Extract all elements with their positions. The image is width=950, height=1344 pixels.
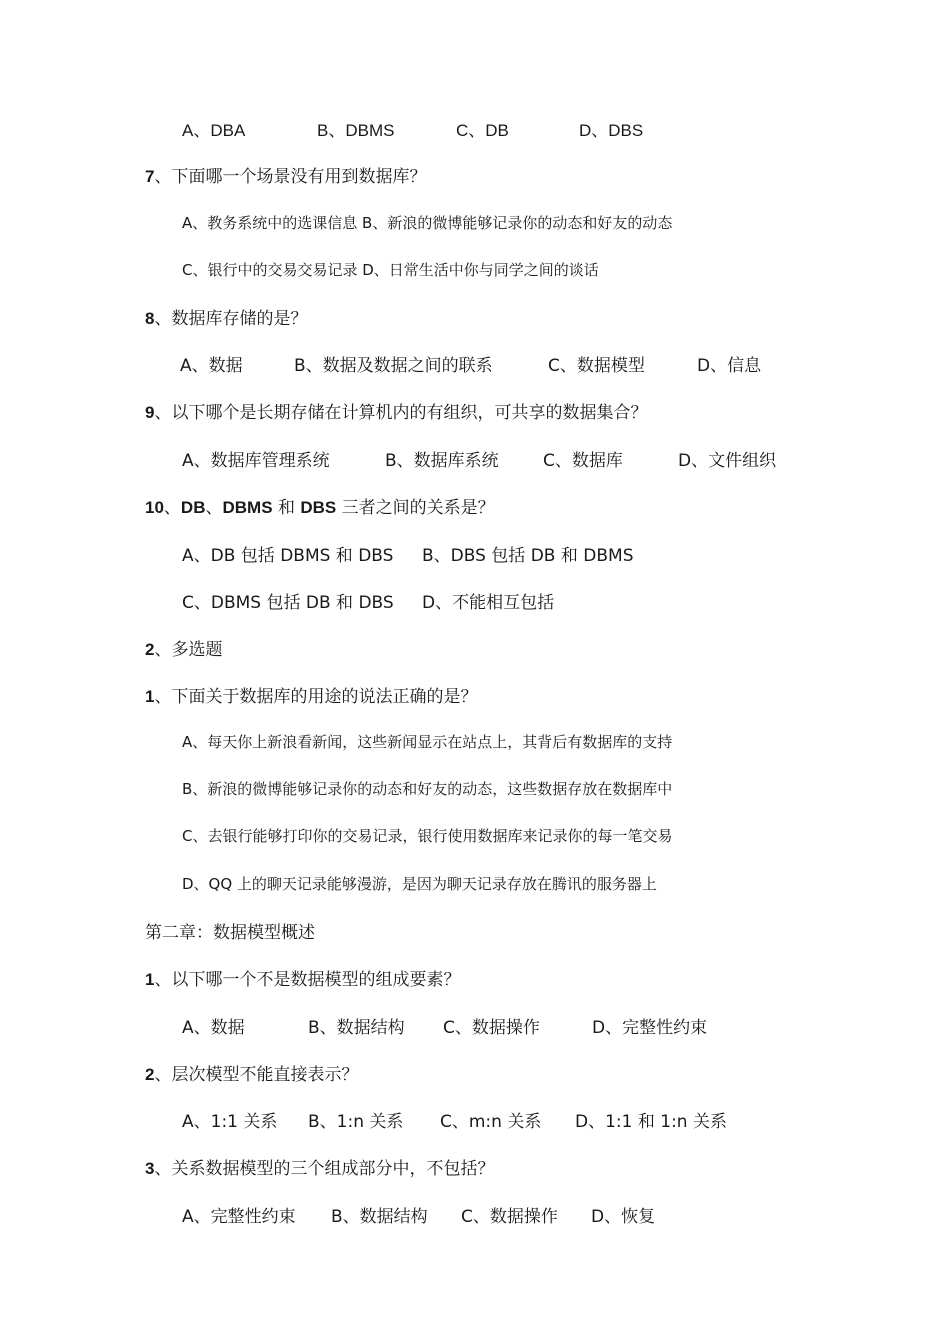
question-text-rest: 三者之间的关系是？ (336, 498, 495, 518)
q6-option-d: D、DBS (579, 121, 644, 140)
question-9 (145, 398, 647, 423)
section-title: 、多选题 (154, 640, 223, 660)
question-text-and: 和 (272, 498, 301, 518)
m1-option-d: D、QQ 上的聊天记录能够漫游，是因为聊天记录存放在腾讯的服务器上 (182, 875, 657, 893)
chapter2-question-3 (145, 1154, 494, 1179)
c3-option-a: A、完整性约束 (182, 1207, 296, 1227)
q10-option-b: B、DBS 包括 DB 和 DBMS (422, 546, 634, 566)
multi-question-1 (145, 682, 477, 707)
q8-option-b: B、数据及数据之间的联系 (294, 356, 493, 376)
c3-option-d: D、恢复 (591, 1207, 656, 1227)
term-dbms: DBMS (222, 498, 273, 517)
q9-option-b: B、数据库系统 (385, 451, 499, 471)
c2-option-a: A、1:1 关系 (182, 1112, 278, 1132)
question-text: 、以下哪一个不是数据模型的组成要素？ (154, 970, 461, 990)
question-number: 3 (145, 1159, 155, 1178)
c3-option-b: B、数据结构 (331, 1207, 428, 1227)
question-number: 8 (145, 309, 155, 328)
q6-option-a: A、DBA (182, 121, 246, 140)
c3-option-c: C、数据操作 (461, 1207, 558, 1227)
question-number: 1 (145, 970, 155, 989)
section-number: 2 (145, 640, 155, 659)
q7-options-line-2: C、银行中的交易交易记录 D、日常生活中你与同学之间的谈话 (182, 261, 599, 279)
question-8 (145, 304, 307, 329)
q10-option-d: D、不能相互包括 (422, 593, 555, 613)
term-db: DB (180, 498, 206, 517)
chapter2-question-2 (145, 1060, 358, 1085)
question-7 (145, 162, 426, 187)
question-text-sep-1: 、 (163, 498, 181, 518)
question-number: 10 (145, 498, 164, 517)
q8-option-d: D、信息 (697, 356, 762, 376)
chapter-2-heading: 第二章：数据模型概述 (145, 923, 315, 943)
question-text: 、数据库存储的是？ (154, 309, 308, 329)
q9-option-c: C、数据库 (543, 451, 623, 471)
q8-option-a: A、数据 (180, 356, 243, 376)
c1-option-a: A、数据 (182, 1018, 245, 1038)
question-number: 1 (145, 687, 155, 706)
question-text: 、层次模型不能直接表示？ (154, 1065, 359, 1085)
m1-option-b: B、新浪的微博能够记录你的动态和好友的动态，这些数据存放在数据库中 (182, 780, 673, 798)
question-text: 、以下哪个是长期存储在计算机内的有组织，可共享的数据集合？ (154, 403, 648, 423)
question-number: 9 (145, 403, 155, 422)
chapter2-question-1 (145, 965, 460, 990)
c1-option-b: B、数据结构 (308, 1018, 405, 1038)
c2-option-c: C、m:n 关系 (440, 1112, 542, 1132)
term-dbs: DBS (300, 498, 337, 517)
question-text: 、下面关于数据库的用途的说法正确的是？ (154, 687, 478, 707)
q9-option-a: A、数据库管理系统 (182, 451, 330, 471)
q10-option-a: A、DB 包括 DBMS 和 DBS (182, 546, 394, 566)
question-number: 7 (145, 167, 155, 186)
m1-option-c: C、去银行能够打印你的交易记录，银行使用数据库来记录你的每一笔交易 (182, 827, 673, 845)
question-text: 、关系数据模型的三个组成部分中，不包括？ (154, 1159, 495, 1179)
m1-option-a: A、每天你上新浪看新闻，这些新闻显示在站点上，其背后有数据库的支持 (182, 733, 673, 751)
question-number: 2 (145, 1065, 155, 1084)
q9-option-d: D、文件组织 (678, 451, 777, 471)
q10-option-c: C、DBMS 包括 DB 和 DBS (182, 593, 394, 613)
q6-option-b: B、DBMS (317, 121, 395, 140)
c1-option-d: D、完整性约束 (592, 1018, 708, 1038)
c1-option-c: C、数据操作 (443, 1018, 540, 1038)
question-text-sep-2: 、 (205, 498, 223, 518)
section-multi-select (145, 635, 222, 660)
q6-option-c: C、DB (456, 121, 509, 140)
question-text: 、下面哪一个场景没有用到数据库？ (154, 167, 427, 187)
q7-options-line-1: A、教务系统中的选课信息 B、新浪的微博能够记录你的动态和好友的动态 (182, 214, 673, 232)
c2-option-b: B、1:n 关系 (308, 1112, 404, 1132)
c2-option-d: D、1:1 和 1:n 关系 (575, 1112, 727, 1132)
q8-option-c: C、数据模型 (548, 356, 645, 376)
question-10 (145, 493, 495, 518)
